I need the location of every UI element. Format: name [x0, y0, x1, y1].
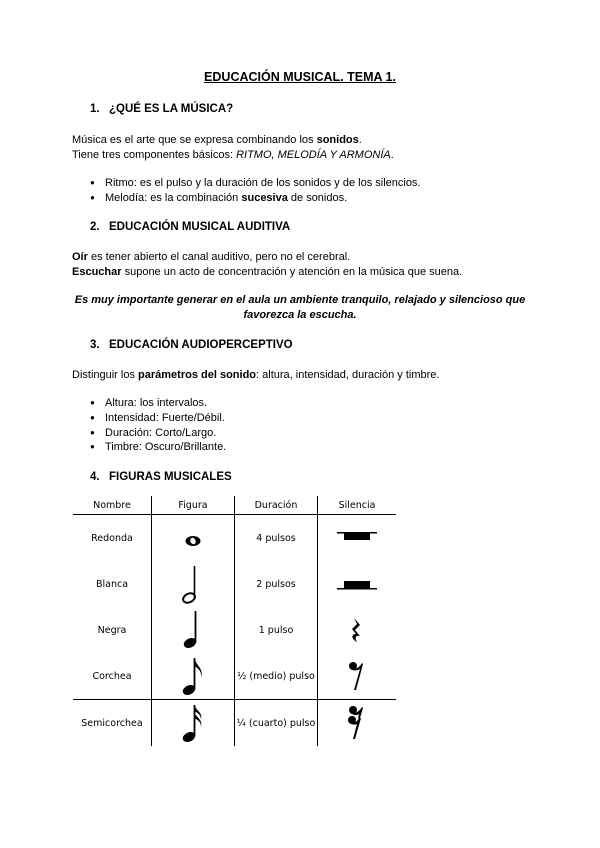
rest-cell [318, 653, 397, 700]
section-3-list [90, 396, 226, 455]
figure-cell [152, 700, 235, 747]
section-1-paragraph [72, 133, 394, 162]
column-header: Figura [152, 496, 235, 515]
figure-cell [152, 561, 235, 607]
figure-cell [152, 653, 235, 700]
text: Música es el arte que se expresa combinando los [72, 134, 317, 146]
section-2-heading [90, 221, 290, 233]
list-item: ● Ritmo: es el pulso y la duración de los sonidos y de los silencios. [90, 176, 421, 191]
table-header-row [73, 496, 396, 515]
figure-name: Semicorchea [81, 717, 143, 729]
section-3-title: EDUCACIÓN AUDIOPERCEPTIVO [109, 339, 293, 351]
half-note-icon [178, 562, 208, 606]
bold-text: Escuchar [72, 265, 122, 278]
bold-text: parámetros del sonido [138, 369, 257, 381]
quarter-rest-icon [347, 615, 367, 645]
section-3-paragraph [72, 368, 439, 383]
sixteenth-rest-icon [344, 703, 370, 743]
text: de sonidos. [287, 191, 348, 204]
section-1-list [90, 176, 421, 206]
whole-rest-icon [335, 528, 379, 548]
figure-name: Blanca [95, 578, 129, 590]
rest-cell [318, 561, 397, 607]
table-row [73, 607, 396, 653]
rest-cell [318, 700, 397, 747]
list-item: ● Timbre: Oscuro/Brillante. [90, 440, 226, 455]
list-item: ● Intensidad: Fuerte/Débil. [90, 411, 226, 426]
table-row [73, 653, 396, 700]
duration-cell: 1 pulso [235, 607, 318, 653]
figure-cell [152, 607, 235, 653]
table-row [73, 700, 396, 747]
list-item: ● Duración: Corto/Largo. [90, 426, 226, 441]
emphasis-line: Es muy importante generar en el aula un ambiente tranquilo, relajado y silencioso que [74, 294, 526, 306]
sixteenth-note-icon [178, 701, 208, 745]
text: Melodía: es la combinación [105, 191, 242, 204]
page-title: EDUCACIÓN MUSICAL. TEMA 1. [204, 70, 396, 84]
figure-name: Corchea [73, 653, 152, 700]
text: supone un acto de concentración y atención en la música que suena. [121, 265, 463, 278]
text: . [390, 148, 394, 161]
section-2-paragraph [72, 250, 462, 279]
bold-text: Oír [72, 251, 88, 263]
rest-cell [318, 607, 397, 653]
text: . [358, 134, 362, 146]
musical-figures-table [73, 496, 396, 746]
section-3-number: 3. [90, 339, 100, 351]
duration-cell: ½ (medio) pulso [235, 653, 318, 700]
figure-name: Redonda [91, 532, 133, 544]
table-row [73, 561, 396, 607]
duration-cell: 2 pulsos [235, 561, 318, 607]
table-row [73, 515, 396, 562]
eighth-rest-icon [345, 658, 369, 694]
section-3-heading [90, 339, 293, 351]
quarter-note-icon [178, 608, 208, 652]
section-1-heading [90, 103, 233, 115]
bold-text: sucesiva [241, 191, 288, 204]
section-4-title: FIGURAS MUSICALES [109, 471, 232, 483]
column-header: Duración [235, 496, 318, 515]
whole-note-icon [178, 523, 208, 553]
column-header: Nombre [73, 496, 152, 515]
duration-cell: 4 pulsos [235, 515, 318, 562]
section-2-number: 2. [90, 221, 100, 233]
half-rest-icon [335, 574, 379, 594]
column-header: Silencia [318, 496, 397, 515]
section-1-number: 1. [90, 103, 100, 115]
rest-cell [318, 515, 397, 562]
text: Distinguir los [72, 369, 139, 381]
duration-cell: ¼ (cuarto) pulso [235, 700, 318, 747]
section-1-title: ¿QUÉ ES LA MÚSICA? [109, 103, 234, 115]
text: es tener abierto el canal auditivo, pero no el cerebral. [87, 251, 351, 263]
eighth-note-icon [178, 654, 208, 698]
section-4-heading [90, 471, 232, 483]
section-4-number: 4. [90, 471, 100, 483]
emphasis-line: favorezca la escucha. [243, 309, 357, 321]
text: : altura, intensidad, duración y timbre. [256, 369, 440, 381]
bold-text: sonidos [316, 134, 359, 146]
section-2-title: EDUCACIÓN MUSICAL AUDITIVA [109, 221, 291, 233]
text: Tiene tres componentes básicos: [72, 148, 237, 161]
emphasis-paragraph [60, 293, 540, 323]
list-item [90, 191, 421, 206]
italic-text: RITMO, MELODÍA Y ARMONÍA [236, 148, 391, 161]
figure-name: Negra [97, 624, 127, 636]
list-item: ● Altura: los intervalos. [90, 396, 226, 411]
figure-cell [152, 515, 235, 562]
